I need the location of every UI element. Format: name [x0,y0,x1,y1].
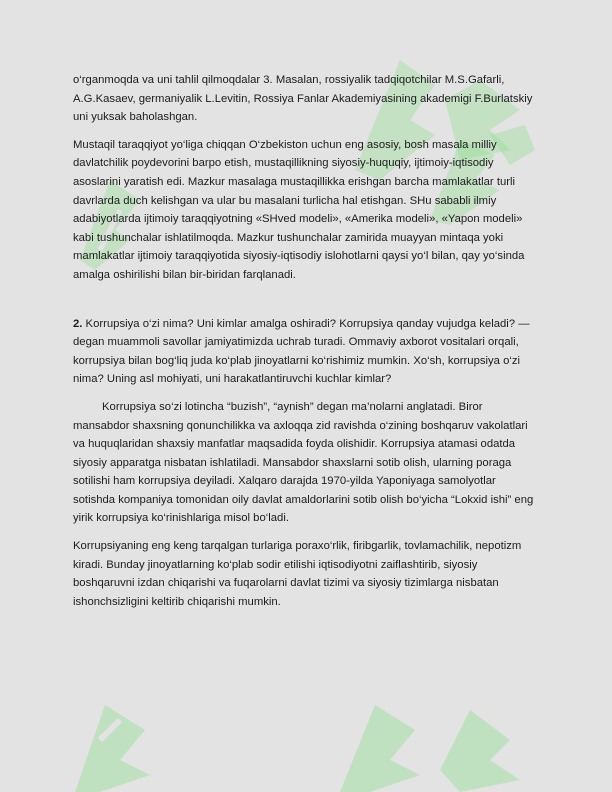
paragraph-gap [73,285,535,315]
paragraph [73,315,535,389]
watermark-leaf-icon [60,680,180,792]
paragraph: o‘rganmoqda va uni tahlil qilmoqdalar 3. Masalan, rossiyalik tadqiqotchilar M.S.Gafarli, A.G.Kasaev, germaniyalik L.Levitin, Rossiya Fanlar Akademiyasining akademigi F.Burlatskiy uni yuksak baholashgan. [73,74,533,124]
watermark-leaf-icon [330,680,530,792]
section-number: 2. [73,317,83,330]
paragraph: Mustaqil taraqqiyot yo‘liga chiqqan O‘zbekiston uchun eng asosiy, bosh masala milliy davlatchilik poydevorini barpo etish, mustaqillikning siyosiy-huquqiy, ijtimoiy-iqtisodiy asoslarini yaratish edi. Mazkur masalaga mustaqillikka erishgan barcha mamlakatlar turli davrlarda duch kelishgan va ular bu masalani turlicha hal etishgan. SHu sababli ilmiy adabiyotlarda ijtimoiy taraqqiyotning «SHved modeli», «Amerika modeli», «Yapon modeli» kabi tushunchalar ishlatilmoqda. Mazkur tushunchalar zamirida muayyan mintaqa yoki mamlakatlar ijtimoiy taraqqiyotida siyosiy-iqtisodiy islohotlarni qaysi yo‘l bilan, qay yo‘sinda amalga oshirilishi bilan bir-biridan farqlanadi. [73,138,525,281]
paragraph-text: Korrupsiya o‘zi nima? Uni kimlar amalga oshiradi? Korrupsiya qanday vujudga keladi? — degan muammoli savollar jamiyatimizda uchrab turadi. Ommaviy axborot vositalari orqali, korrupsiya bilan bog‘liq juda ko‘plab jinoyatlarni ko‘rishimiz mumkin. Xo‘sh, korrupsiya o‘zi nima? Uning asl mohiyati, uni harakatlantiruvchi kuchlar kimlar? [73,317,530,386]
paragraph: Korrupsiyaning eng keng tarqalgan turlariga poraxo‘rlik, firibgarlik, tovlamachilik, nepotizm kiradi. Bunday jinoyatlarning ko‘plab sodir etilishi iqtisodiyotni zaiflashtirib, siyosiy boshqaruvni izdan chiqarishi va fuqarolarni davlat tizimi va siyosiy tizimlarga nisbatan ishonchsizligini keltirib chiqarishi mumkin. [73,540,522,608]
document-body [73,71,535,611]
paragraph: Korrupsiya so‘zi lotincha “buzish”, “aynish” degan ma’nolarni anglatadi. Biror mansabdor shaxsning qonunchilikka va axloqqa zid ravishda o‘zining boshqaruv vakolatlari va huquqlaridan shaxsiy manfatlar maqsadida foyda olishidir. Korrupsiya atamasi odatda siyosiy apparatga nisbatan ishlatiladi. Mansabdor shaxslarni sotib olish, ularning poraga sotilishi ham korrupsiya deyiladi. Xalqaro darajda 1970-yilda Yaponiyaga samolyotlar sotishda kompaniya tomonidan oily davlat amaldorlarini sotib olish bo‘yicha “Lokxid ishi” eng yirik korrupsiya ko‘rinishlariga misol bo‘ladi. [73,400,534,525]
